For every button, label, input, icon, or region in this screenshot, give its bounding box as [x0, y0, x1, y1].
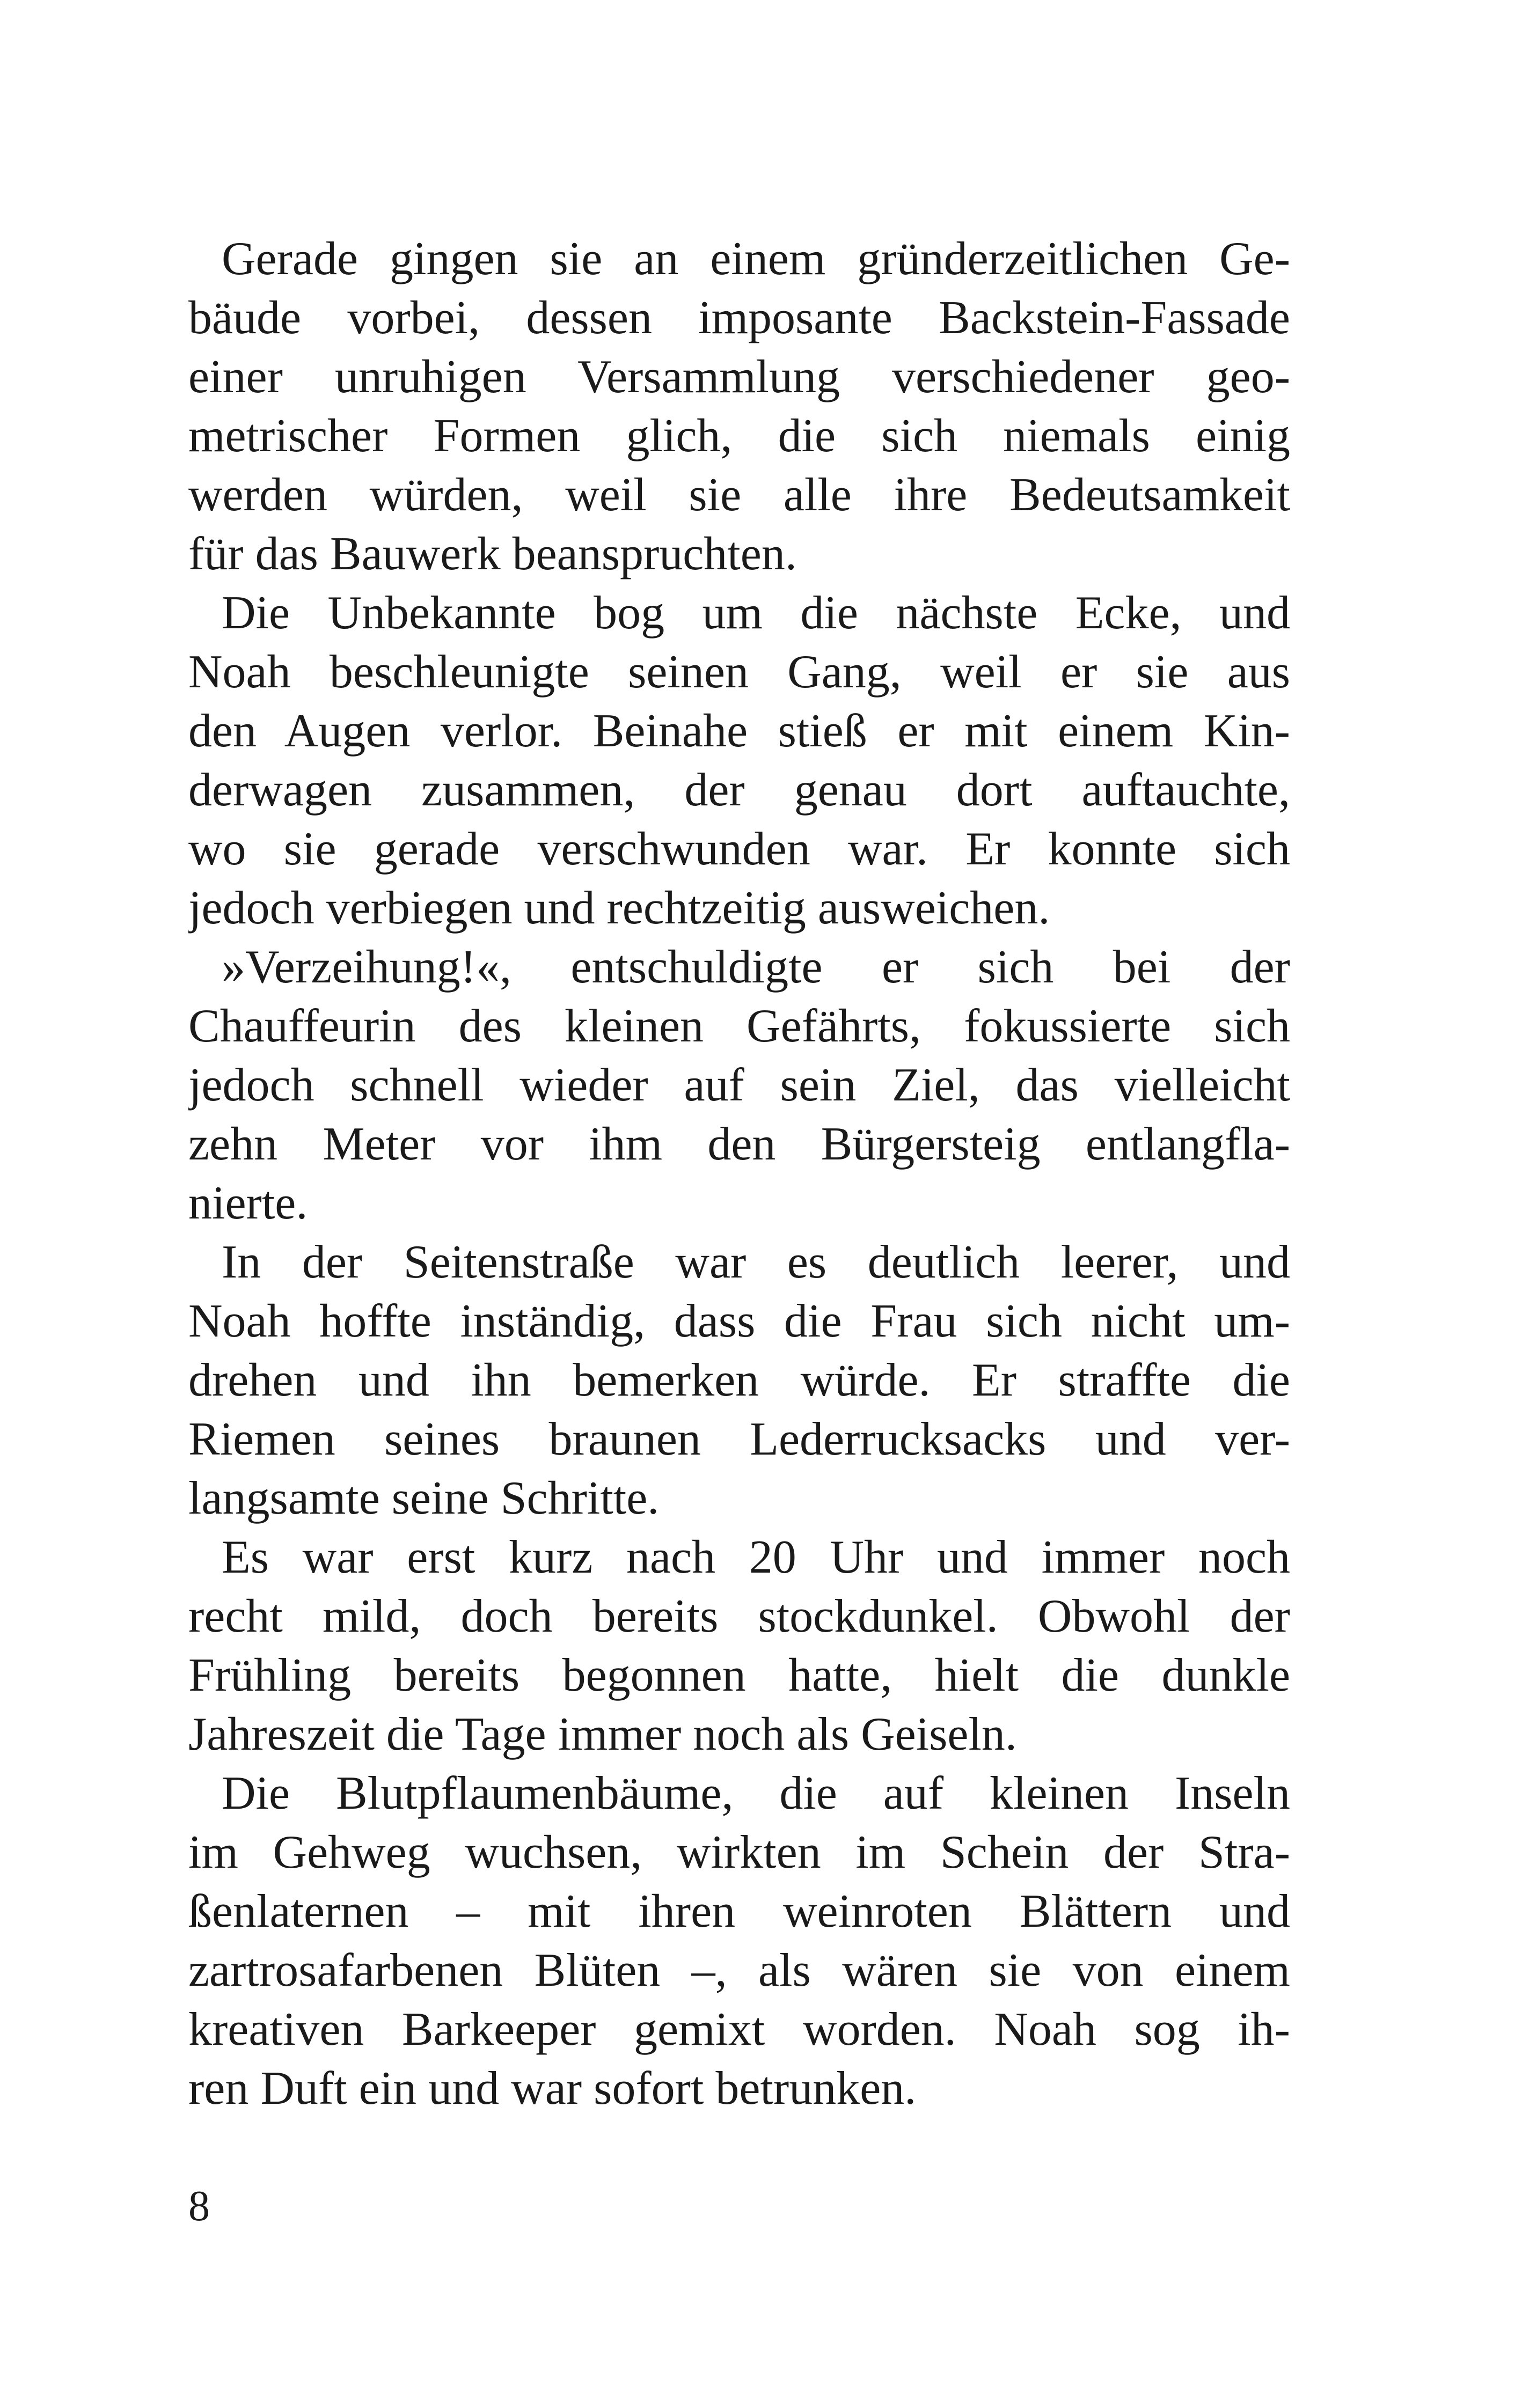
text-line: jedoch schnell wieder auf sein Ziel, das vielleicht: [188, 1059, 1290, 1111]
text-line: »Verzeihung!«, entschuldigte er sich bei der: [222, 941, 1290, 993]
text-line: bäude vorbei, dessen imposante Backstein-Fassade: [188, 292, 1290, 344]
text-line: zehn Meter vor ihm den Bürgersteig entlangfla-: [188, 1118, 1290, 1170]
text-line: werden würden, weil sie alle ihre Bedeutsamkeit: [188, 469, 1290, 521]
text-line: für das Bauwerk beanspruchten.: [188, 528, 797, 580]
text-line: Noah beschleunigte seinen Gang, weil er sie aus: [188, 646, 1290, 698]
text-line: im Gehweg wuchsen, wirkten im Schein der Stra-: [188, 1826, 1290, 1878]
text-line: einer unruhigen Versammlung verschiedener geo-: [188, 351, 1290, 403]
text-line: metrischer Formen glich, die sich niemals einig: [188, 410, 1290, 462]
text-line: In der Seitenstraße war es deutlich leerer, und: [222, 1236, 1290, 1288]
text-line: zartrosafarbenen Blüten –, als wären sie von einem: [188, 1944, 1290, 1996]
text-line: Es war erst kurz nach 20 Uhr und immer noch: [222, 1531, 1290, 1583]
text-line: Riemen seines braunen Lederrucksacks und ver-: [188, 1413, 1290, 1465]
paragraph: [188, 230, 1290, 584]
text-line: drehen und ihn bemerken würde. Er straffte die: [188, 1354, 1290, 1406]
paragraph: [188, 938, 1290, 1233]
text-line: den Augen verlor. Beinahe stieß er mit einem Kin-: [188, 705, 1290, 757]
text-line: Jahreszeit die Tage immer noch als Geiseln.: [188, 1708, 1017, 1760]
text-line: Die Unbekannte bog um die nächste Ecke, und: [222, 587, 1290, 639]
text-line: nierte.: [188, 1177, 308, 1229]
body-text: [188, 230, 1290, 2118]
paragraph: [188, 1528, 1290, 1764]
text-line: langsamte seine Schritte.: [188, 1472, 660, 1524]
page-number: 8: [188, 2183, 210, 2230]
paragraph: [188, 1233, 1290, 1528]
paragraph: [188, 584, 1290, 938]
text-line: wo sie gerade verschwunden war. Er konnte sich: [188, 823, 1290, 875]
text-line: ßenlaternen – mit ihren weinroten Blättern und: [188, 1885, 1290, 1937]
paragraph: [188, 1764, 1290, 2118]
text-line: recht mild, doch bereits stockdunkel. Obwohl der: [188, 1590, 1290, 1642]
text-line: jedoch verbiegen und rechtzeitig ausweichen.: [188, 882, 1050, 934]
text-line: kreativen Barkeeper gemixt worden. Noah sog ih-: [188, 2003, 1290, 2055]
text-line: Frühling bereits begonnen hatte, hielt die dunkle: [188, 1649, 1290, 1701]
text-line: ren Duft ein und war sofort betrunken.: [188, 2062, 917, 2115]
text-line: Gerade gingen sie an einem gründerzeitlichen Ge-: [222, 233, 1290, 285]
text-line: Die Blutpflaumenbäume, die auf kleinen Inseln: [222, 1767, 1290, 1819]
text-line: derwagen zusammen, der genau dort auftauchte,: [188, 764, 1290, 816]
text-line: Chauffeurin des kleinen Gefährts, fokussierte sich: [188, 1000, 1290, 1052]
text-line: Noah hoffte inständig, dass die Frau sich nicht um-: [188, 1295, 1290, 1347]
